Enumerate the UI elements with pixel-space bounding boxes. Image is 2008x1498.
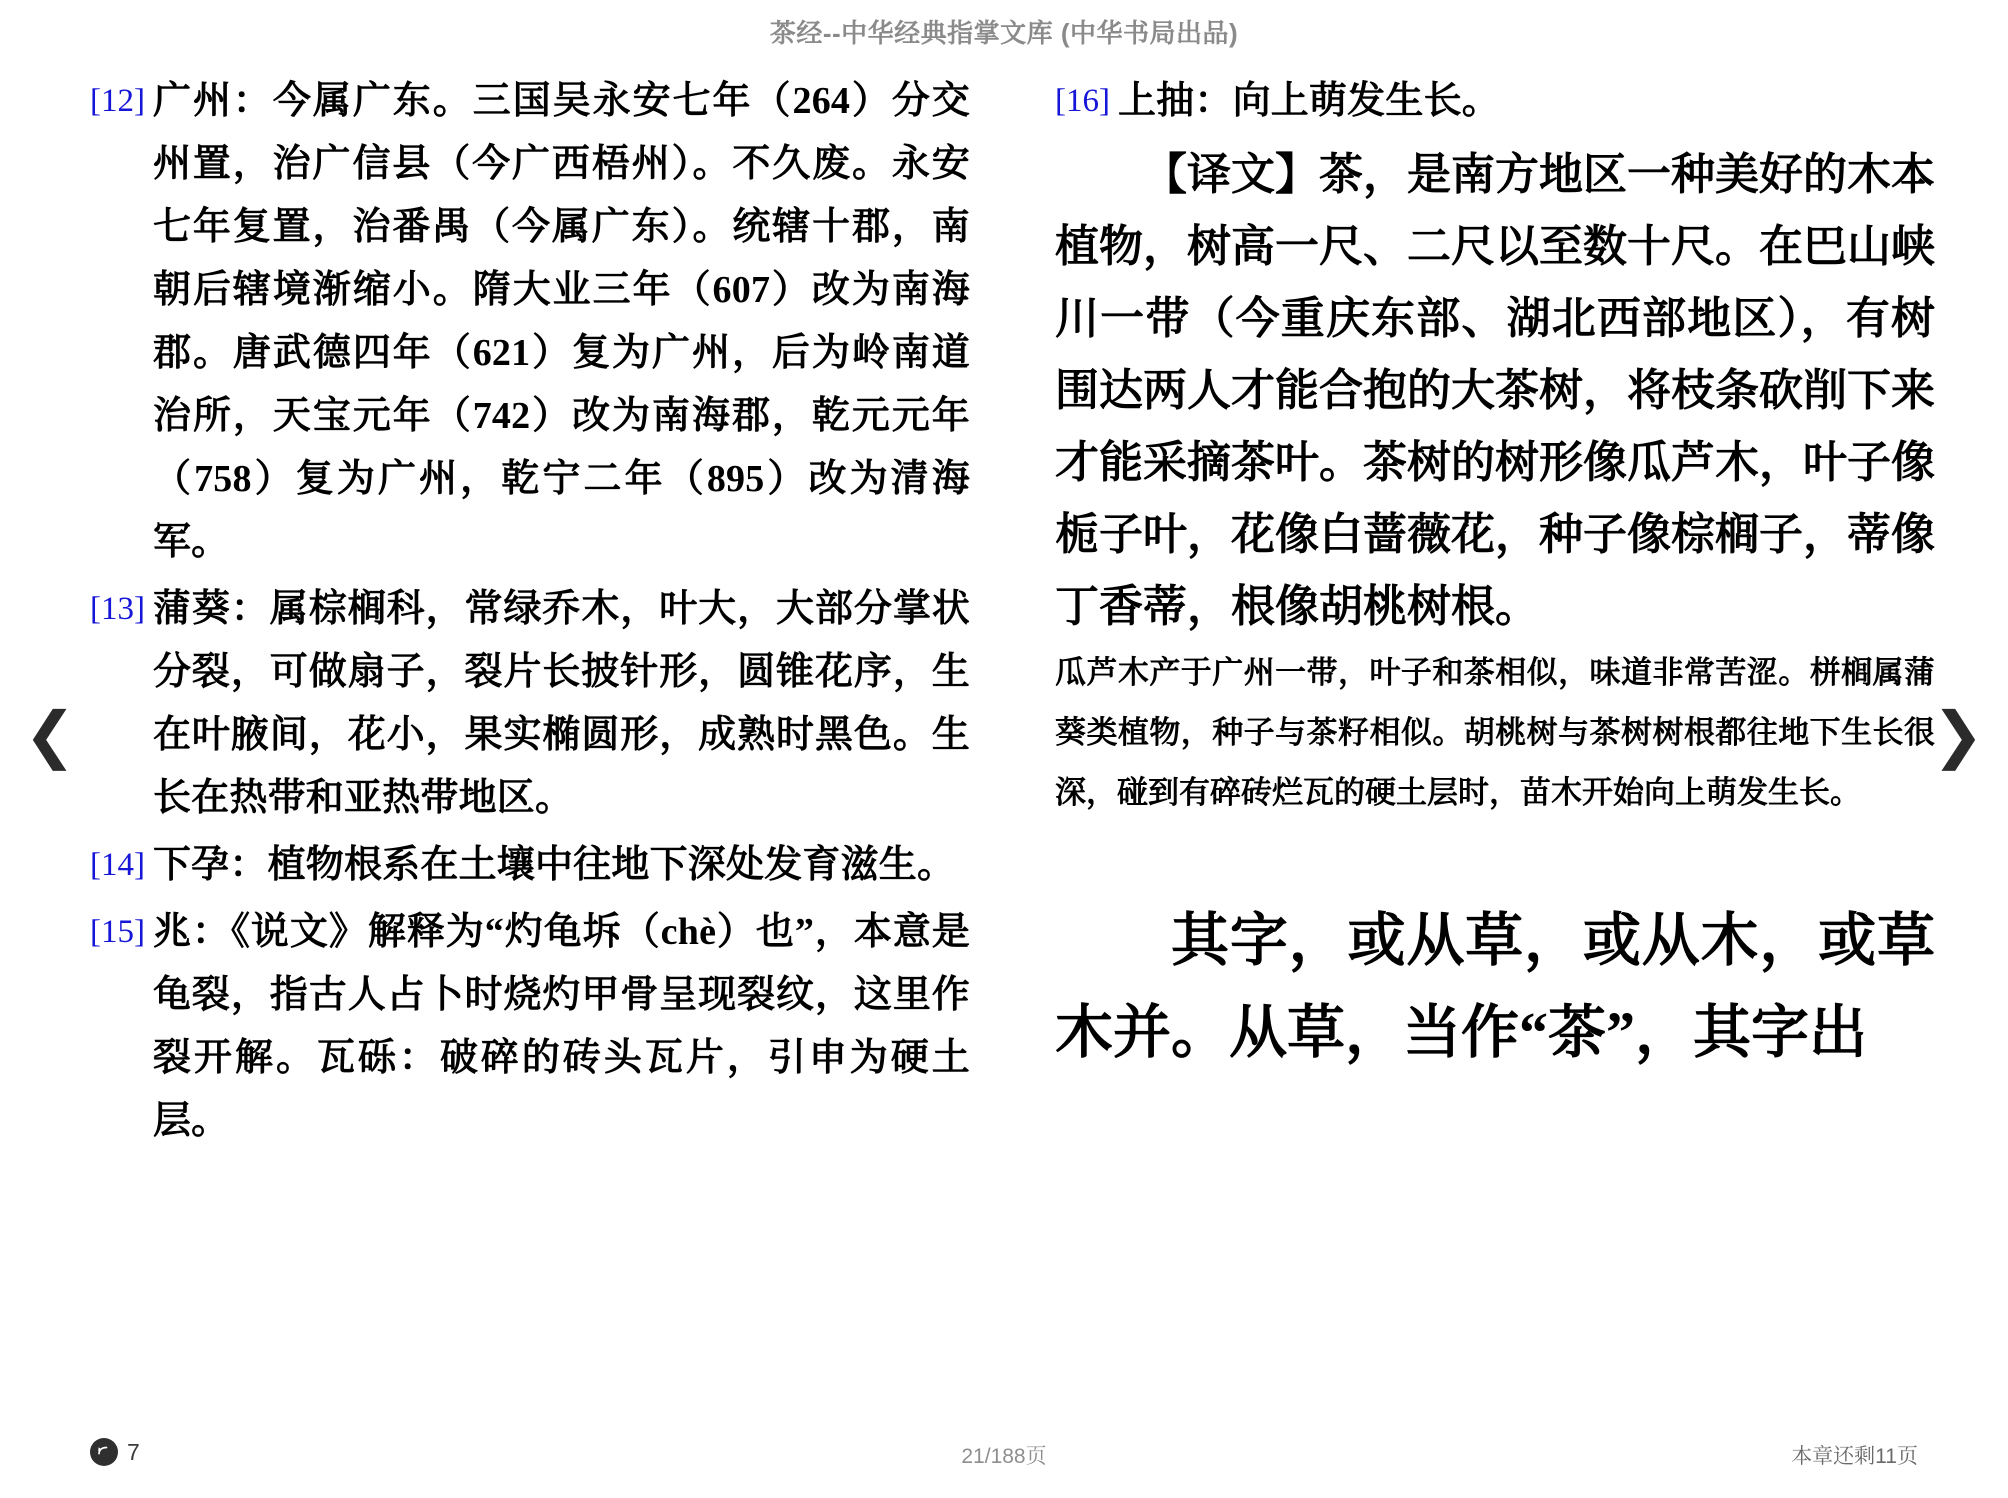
next-page-chevron-icon[interactable]: ❯ bbox=[1932, 698, 1984, 771]
book-title: 茶经--中华经典指掌文库 (中华书局出品) bbox=[769, 17, 1239, 48]
current-page-number: 7 bbox=[127, 1438, 140, 1465]
footnote-text-12: 广州：今属广东。三国吴永安七年（264）分交州置，治广信县（今广西梧州）。不久废。永安七年复置，治番禺（今属广东）。统辖十郡，南朝后辖境渐缩小。隋大业三年（607）改为南海郡。唐武德四年（621）复为广州，后为岭南道治所，天宝元年（742）改为南海郡，乾元元年（758）复为广州，乾宁二年（895）改为清海军。 bbox=[152, 80, 970, 563]
translator-note-paragraph: 瓜芦木产于广州一带，叶子和茶相似，味道非常苦涩。栟榈属蒲葵类植物，种子与茶籽相似。胡桃树与茶树树根都往地下生长很深，碰到有碎砖烂瓦的硬土层时，苗木开始向上萌发生长。 bbox=[1055, 655, 1935, 810]
left-text-column bbox=[90, 70, 970, 1157]
footnote-entry bbox=[1055, 70, 1935, 133]
footnote-entry bbox=[90, 578, 970, 830]
translation-body: 茶，是南方地区一种美好的木本植物，树高一尺、二尺以至数十尺。在巴山峡川一带（今重庆东部、湖北西部地区），有树围达两人才能合抱的大茶树，将枝条砍削下来才能采摘茶叶。茶树的树形像瓜芦木，叶子像栀子叶，花像白蔷薇花，种子像棕榈子，蒂像丁香蒂，根像胡桃树根。 bbox=[1055, 150, 1935, 631]
footnote-entry bbox=[90, 834, 970, 897]
translation-label: 【译文】 bbox=[1143, 150, 1319, 199]
footnote-text-14: 下孕：植物根系在土壤中往地下深处发育滋生。 bbox=[152, 844, 956, 886]
header-bar bbox=[0, 0, 2008, 62]
right-text-column bbox=[1055, 70, 1935, 1079]
footnote-entry bbox=[90, 70, 970, 574]
footnote-marker-15[interactable]: [15] bbox=[90, 914, 145, 950]
main-body-paragraph: 其字，或从草，或从木，或草木并。从草，当作“茶”，其字出 bbox=[1055, 908, 1935, 1065]
footnote-marker-13[interactable]: [13] bbox=[90, 591, 145, 627]
footnote-marker-12[interactable]: [12] bbox=[90, 83, 145, 119]
footnote-text-15: 兆：《说文》解释为“灼龟坼（chè）也”，本意是龟裂，指古人占卜时烧灼甲骨呈现裂纹，这里作裂开解。瓦砾：破碎的砖头瓦片，引申为硬土层。 bbox=[152, 911, 970, 1142]
footnote-entry bbox=[90, 901, 970, 1153]
page-progress-indicator: 21/188页 bbox=[961, 1445, 1047, 1468]
translation-paragraph bbox=[1055, 139, 1935, 643]
footnote-text-16: 上抽：向上萌发生长。 bbox=[1117, 80, 1500, 122]
footnote-marker-14[interactable]: [14] bbox=[90, 847, 145, 883]
previous-page-chevron-icon[interactable]: ❮ bbox=[24, 698, 76, 771]
footnote-marker-16[interactable]: [16] bbox=[1055, 83, 1110, 119]
page-content bbox=[0, 70, 2008, 1425]
chapter-remaining-label: 本章还剩11页 bbox=[1791, 1445, 1918, 1468]
footnote-text-13: 蒲葵：属棕榈科，常绿乔木，叶大，大部分掌状分裂，可做扇子，裂片长披针形，圆锥花序，生在叶腋间，花小，果实椭圆形，成熟时黑色。生长在热带和亚热带地区。 bbox=[152, 588, 970, 819]
footer-bar bbox=[0, 1426, 2008, 1498]
